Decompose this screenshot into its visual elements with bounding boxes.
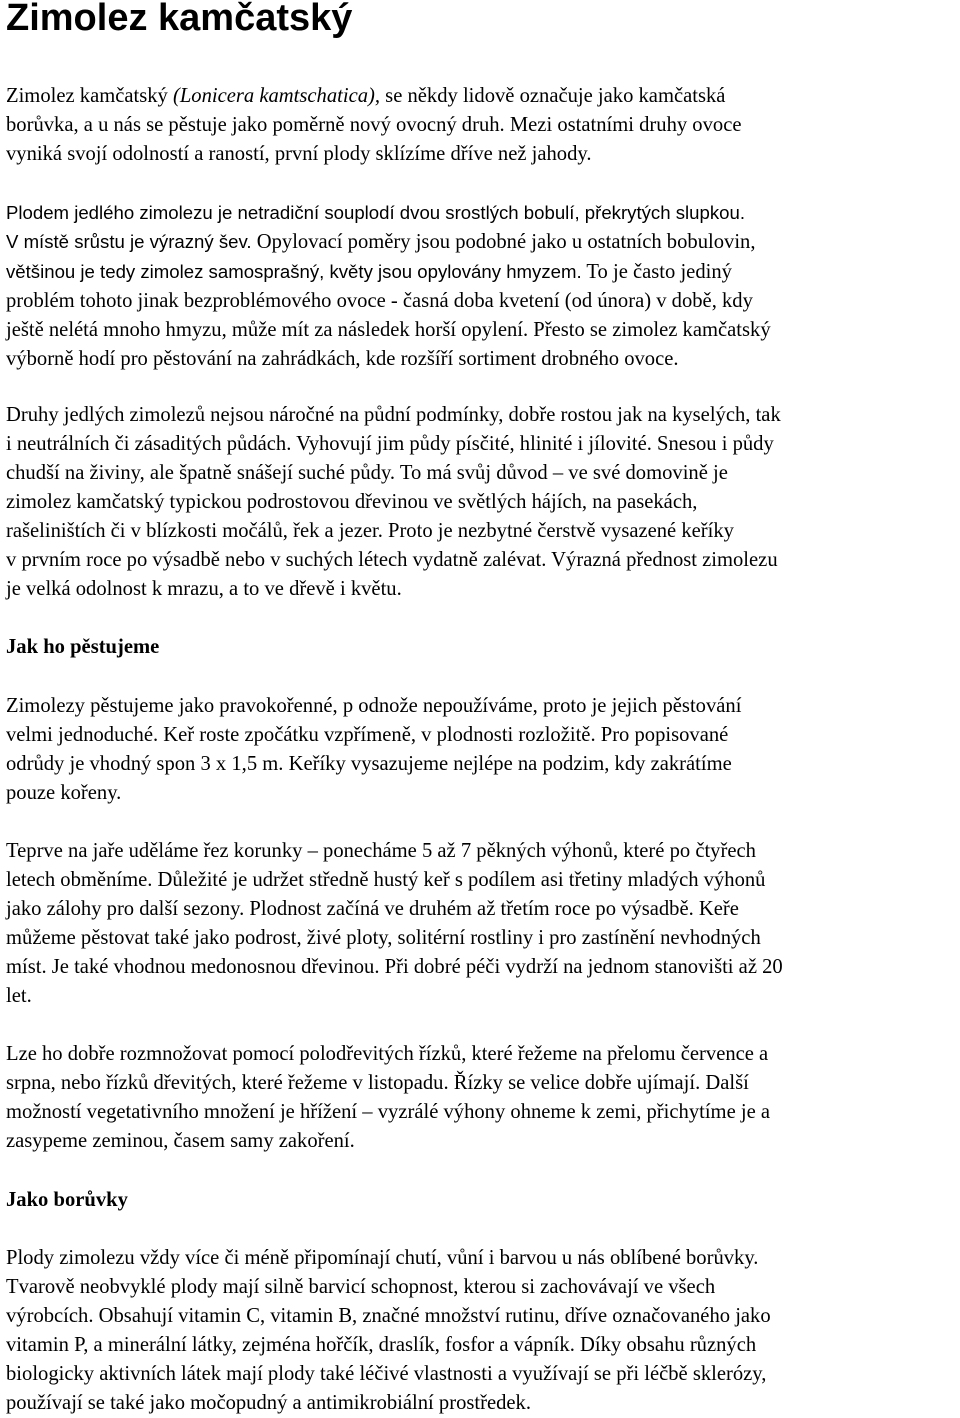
pruning-line-4: můžeme pěstovat také jako podrost, živé ploty, solitérní rostliny i pro zastínění nevhodných [6,927,761,949]
pruning-line-5: míst. Je také vhodnou medonosnou dřevinou. Při dobré péči vydrží na jednom stanovišti až 20 [6,956,783,978]
fruit-line-4: problém tohoto jinak bezproblémového ovoce - časná doba kvetení (od února) v době, kdy [6,290,753,312]
soil-line-7: je velká odolnost k mrazu, a to ve dřevě i květu. [6,578,402,600]
propagation-line-3: možností vegetativního množení je hřížení – vyzrálé výhony ohneme k zemi, přichytíme je a [6,1101,771,1123]
fruit-text: Opylovací poměry jsou podobné jako u ostatních bobulovin, [251,231,756,253]
section-heading-blueberry: Jako borůvky [6,1189,128,1211]
blueberry-line-5: biologicky aktivních látek mají plody také léčivé vlastnosti a využívají se při léčbě sklerózy, [6,1363,767,1385]
soil-line-4: zimolez kamčatský typickou podrostovou dřevinou ve světlých hájích, na pasekách, [6,491,698,513]
propagation-line-4: zasypeme zeminou, časem samy zakoření. [6,1130,355,1152]
soil-line-3: chudší na živiny, ale špatně snášejí suché půdy. To má svůj důvod – ve své domovině je [6,462,728,484]
growing-line-2: velmi jednoduché. Keř roste zpočátku vzpřímeně, v plodnosti rozložitě. Pro popisované [6,724,729,746]
page-title: Zimolez kamčatský [6,0,353,39]
fruit-text: většinou je tedy zimolez samosprašný, květy jsou opylovány hmyzem. [6,261,582,282]
soil-line-6: v prvním roce po výsadbě nebo v suchých létech vydatně zalévat. Výrazná přednost zimolezu [6,549,778,571]
soil-line-2: i neutrálních či zásaditých půdách. Vyhovují jim půdy písčité, hlinité i jílovité. Snesou i půdy [6,433,774,455]
pruning-line-3: jako zálohy pro další sezony. Plodnost začíná ve druhém až třetím roce po výsadbě. Keře [6,898,739,920]
propagation-line-1: Lze ho dobře rozmnožovat pomocí polodřevitých řízků, které řežeme na přelomu července a [6,1043,769,1065]
latin-name: (Lonicera kamtschatica), [172,85,381,107]
intro-paragraph [6,82,741,169]
pruning-line-2: letech obměníme. Důležité je udržet středně hustý keř s podílem asi třetiny mladých výhonů [6,869,766,891]
blueberry-line-1: Plody zimolezu vždy více či méně připomínají chutí, vůní i barvou u nás oblíbené borůvky. [6,1247,759,1269]
intro-line-1 [6,82,741,111]
blueberry-line-3: výrobcích. Obsahují vitamin C, vitamin B, značné množství rutinu, dříve označovaného jako [6,1305,771,1327]
fruit-paragraph [6,198,771,374]
blueberry-line-6: používají se také jako močopudný a antimikrobiální prostředek. [6,1392,531,1414]
fruit-line-1: Plodem jedlého zimolezu je netradiční souplodí dvou srostlých bobulí, překrytých slupkou. [6,202,745,223]
soil-paragraph [6,401,781,604]
pruning-line-6: let. [6,985,32,1007]
propagation-line-2: srpna, nebo řízků dřevitých, které řežeme v listopadu. Řízky se velice dobře ujímají. Další [6,1072,749,1094]
propagation-paragraph [6,1040,770,1156]
intro-line-2: borůvka, a u nás se pěstuje jako poměrně nový ovocný druh. Mezi ostatními druhy ovoce [6,114,742,136]
intro-text: se někdy lidově označuje jako kamčatská [380,85,726,107]
growing-line-4: pouze kořeny. [6,782,122,804]
fruit-text: To je často jediný [581,261,732,283]
pruning-line-1: Teprve na jaře uděláme řez korunky – ponecháme 5 až 7 pěkných výhonů, které po čtyřech [6,840,756,862]
fruit-line-3 [6,257,771,287]
growing-line-3: odrůdy je vhodný spon 3 x 1,5 m. Keříky vysazujeme nejlépe na podzim, kdy zakrátíme [6,753,732,775]
soil-line-5: rašeliništích či v blízkosti močálů, řek a jezer. Proto je nezbytné čerstvě vysazené keříky [6,520,734,542]
intro-line-3: vyniká svojí odolností a raností, první plody sklízíme dříve než jahody. [6,143,592,165]
section-heading-growing: Jak ho pěstujeme [6,636,160,658]
blueberry-paragraph [6,1244,771,1418]
growing-paragraph [6,692,741,808]
blueberry-line-4: vitamin P, a minerální látky, zejména hořčík, draslík, fosfor a vápník. Díky obsahu různých [6,1334,757,1356]
growing-line-1: Zimolezy pěstujeme jako pravokořenné, p odnože nepoužíváme, proto je jejich pěstování [6,695,742,717]
fruit-line-2 [6,227,771,257]
fruit-line-6: výborně hodí pro pěstování na zahrádkách, kde rozšíří sortiment drobného ovoce. [6,348,679,370]
blueberry-line-2: Tvarově neobvyklé plody mají silně barvicí schopnost, kterou si zachovávají ve všech [6,1276,716,1298]
pruning-paragraph [6,837,783,1011]
fruit-text: V místě srůstu je výrazný šev. [6,231,252,252]
fruit-line-5: ještě nelétá mnoho hmyzu, může mít za následek horší opylení. Přesto se zimolez kamčatský [6,319,771,341]
soil-line-1: Druhy jedlých zimolezů nejsou náročné na půdní podmínky, dobře rostou jak na kyselých, tak [6,404,781,426]
intro-text: Zimolez kamčatský [6,85,173,107]
